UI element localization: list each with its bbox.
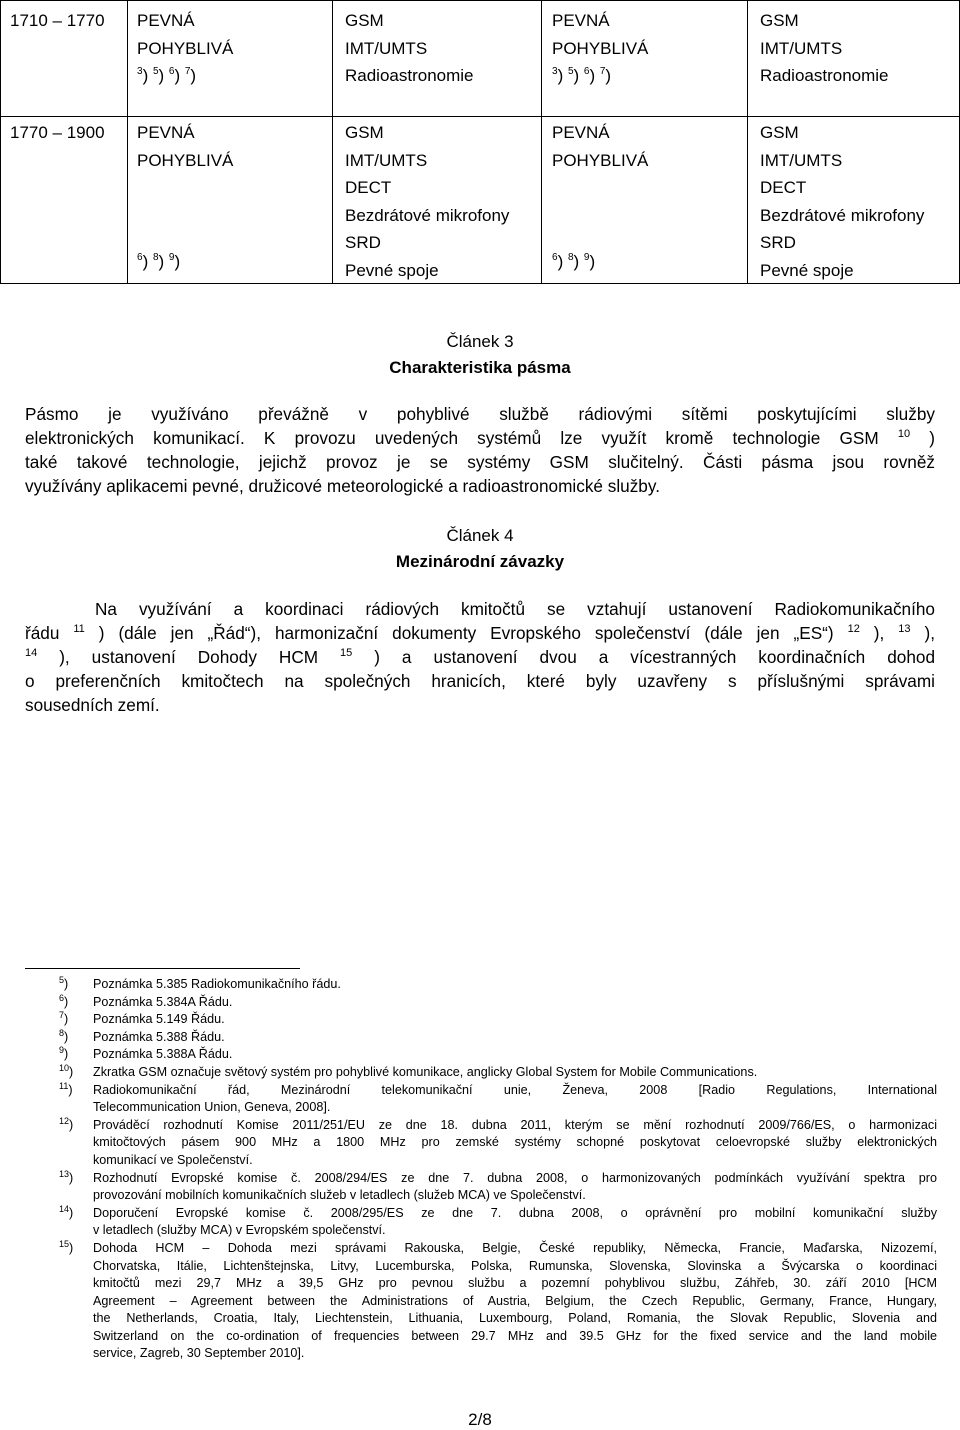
footnote-item bbox=[25, 1011, 937, 1029]
paragraph-line: využívány aplikacemi pevné, družicové meteorologické a radioastronomické služby. bbox=[25, 476, 660, 496]
footnote-item bbox=[25, 1205, 937, 1240]
article-3-heading: Článek 3 bbox=[446, 332, 514, 351]
footnote-item bbox=[25, 1046, 937, 1064]
footnote-item bbox=[25, 1082, 937, 1117]
footnote-item bbox=[25, 1170, 937, 1205]
allocation-cell: PEVNÁ POHYBLIVÁ $^3$) $^5$) $^6$) $^7$) bbox=[552, 7, 648, 90]
article-4-heading: Článek 4 bbox=[446, 526, 514, 545]
footnote-text-line: Telecommunication Union, Geneva, 2008]. bbox=[93, 1100, 331, 1115]
footnote-ref-number: 14 bbox=[25, 647, 38, 659]
footnote-item bbox=[25, 994, 937, 1012]
footnote-ref-number: 5 bbox=[567, 66, 574, 77]
footnote-references: $^6$) $^8$) $^9$) bbox=[552, 252, 596, 271]
footnote-number: $^5$) bbox=[59, 975, 69, 991]
footnote-number: $^{10}$) bbox=[59, 1062, 74, 1079]
footnote-ref-number: 3 bbox=[137, 66, 143, 77]
footnote-ref-number: 7 bbox=[599, 66, 606, 77]
footnote-number: $^{15}$) bbox=[59, 1238, 74, 1255]
footnote-text-line: Poznámka 5.384A Řádu. bbox=[93, 994, 233, 1009]
footnote-item bbox=[25, 1029, 937, 1047]
footnote-number: $^9$) bbox=[59, 1045, 69, 1062]
footnote-number: $^{11}$) bbox=[59, 1080, 73, 1097]
footnote-separator bbox=[25, 968, 300, 969]
band-range-cell: 1710 – 1770 bbox=[10, 11, 105, 30]
footnote-text-line: Doporučení Evropské komise č. 2008/295/ES ze dne 7. dubna 2008, o oprávnění pro mobilní komunikační služby bbox=[93, 1205, 937, 1220]
footnote-ref-number: 6 bbox=[583, 66, 590, 77]
footnote-references: $^3$) $^5$) $^6$) $^7$) bbox=[137, 66, 197, 85]
page-number: 2/8 bbox=[468, 1410, 492, 1429]
footnote-text-line: Poznámka 5.388A Řádu. bbox=[93, 1047, 233, 1062]
footnote-ref-number: 12 bbox=[847, 623, 860, 635]
table-column-divider bbox=[747, 1, 748, 283]
footnote-ref-number: 15 bbox=[340, 647, 353, 659]
footnote-text-line: Switzerland on the co-ordination of frequencies between 29.7 MHz and 39.5 GHz for the fixed service and the land mobile bbox=[93, 1328, 937, 1343]
footnote-ref-number: 9 bbox=[583, 252, 590, 263]
footnote-ref-number: 3 bbox=[552, 66, 558, 77]
footnote-text-line: Poznámka 5.388 Řádu. bbox=[93, 1029, 225, 1044]
footnote-text-line: Poznámka 5.385 Radiokomunikačního řádu. bbox=[93, 977, 341, 991]
footnote-ref-number: 10 bbox=[897, 428, 911, 440]
footnote-ref-number: 6 bbox=[552, 252, 558, 263]
footnote-text-line: Prováděcí rozhodnutí Komise 2011/251/EU ze dne 18. dubna 2011, kterým se mění rozhodnutí 2009/766/ES, o harmonizaci bbox=[93, 1117, 937, 1132]
paragraph-line: $^{14}$ ), ustanovení Dohody HCM $^{15}$ ) a ustanovení dvou a vícestranných koordinačních dohod bbox=[25, 647, 935, 667]
footnote-ref-number: 13 bbox=[898, 623, 911, 635]
footnote-item bbox=[25, 1240, 937, 1363]
paragraph-line: také takové technologie, jejichž provoz je se systémy GSM slučitelný. Části pásma jsou rovněž bbox=[25, 452, 935, 472]
paragraph-line: sousedních zemí. bbox=[25, 695, 160, 715]
footnote-references: $^6$) $^8$) $^9$) bbox=[137, 252, 181, 271]
footnote-ref-number: 11 bbox=[73, 623, 85, 635]
footnote-ref-number: 6 bbox=[168, 66, 175, 77]
footnote-ref-number: 8 bbox=[567, 252, 574, 263]
application-cell: GSM IMT/UMTS Radioastronomie bbox=[345, 11, 474, 85]
footnote-text-line: the Netherlands, Croatia, Italy, Liechtenstein, Lithuania, Luxembourg, Poland, Romania, the Slovak Republic, Slovenia and bbox=[93, 1311, 937, 1326]
footnote-number: $^{13}$) bbox=[59, 1168, 74, 1185]
table-column-divider bbox=[127, 1, 128, 283]
footnote-ref-number: 6 bbox=[137, 252, 143, 263]
footnote-text-line: Dohoda HCM – Dohoda mezi správami Rakouska, Belgie, České republiky, Německa, Francie, Maďarska, Nizozemí, bbox=[93, 1240, 937, 1255]
footnote-number: $^{12}$) bbox=[59, 1115, 74, 1132]
paragraph-line: Na využívání a koordinaci rádiových kmitočtů se vztahují ustanovení Radiokomunikačního bbox=[95, 599, 935, 619]
paragraph-line: Pásmo je využíváno převážně v pohyblivé službě rádiovými sítěmi poskytujícími služby bbox=[25, 404, 935, 424]
application-cell: GSM IMT/UMTS DECT Bezdrátové mikrofony SRD Pevné spoje bbox=[345, 123, 510, 280]
footnote-text-line: kmitočtů mezi 29,7 MHz a 39,5 GHz pro pevnou službu a pozemní pohyblivou službu, Záhřeb, 30. září 2010 [HCM bbox=[93, 1276, 937, 1291]
article-4-paragraph bbox=[25, 597, 935, 717]
footnote-number: $^{14}$) bbox=[59, 1203, 74, 1220]
footnote-ref-number: 8 bbox=[152, 252, 159, 263]
application-cell: GSM IMT/UMTS DECT Bezdrátové mikrofony SRD Pevné spoje bbox=[760, 123, 925, 280]
table-column-divider bbox=[332, 1, 333, 283]
article-3-paragraph bbox=[25, 402, 935, 498]
footnote-item bbox=[25, 1117, 937, 1170]
paragraph-line: o preferenčních kmitočtech na společných hranicích, které byly uzavřeny s příslušnými správami bbox=[25, 671, 935, 691]
frequency-allocation-table bbox=[0, 0, 960, 284]
footnote-ref-number: 5 bbox=[152, 66, 159, 77]
footnote-text-line: Poznámka 5.149 Řádu. bbox=[93, 1012, 225, 1027]
paragraph-line: řádu $^{11}$ ) (dále jen „Řád“), harmonizační dokumenty Evropského společenství (dále jen „ES“) $^{12}$ ), $^{13}$ ), bbox=[25, 623, 935, 643]
allocation-cell-footnotes bbox=[552, 252, 596, 276]
footnote-ref-number: 9 bbox=[168, 252, 175, 263]
footnote-ref-number: 7 bbox=[184, 66, 191, 77]
footnote-text-line: Agreement – Agreement between the Administrations of Austria, Belgium, the Czech Republic, Germany, France, Hungary, bbox=[93, 1293, 937, 1308]
footnote-references: $^3$) $^5$) $^6$) $^7$) bbox=[552, 66, 612, 85]
band-range-cell: 1770 – 1900 bbox=[10, 123, 105, 142]
footnote-text-line: komunikací ve Společenství. bbox=[93, 1152, 253, 1167]
article-3-title: Charakteristika pásma bbox=[389, 358, 571, 377]
footnote-text-line: Zkratka GSM označuje světový systém pro pohyblivé komunikace, anglicky Global System for Mobile Communications. bbox=[93, 1064, 758, 1079]
footnote-text-line: Radiokomunikační řád, Mezinárodní telekomunikační unie, Ženeva, 2008 [Radio Regulations, International bbox=[93, 1082, 937, 1097]
allocation-cell: PEVNÁ POHYBLIVÁ bbox=[137, 123, 234, 170]
footnotes-list bbox=[25, 976, 937, 1363]
paragraph-line: elektronických komunikací. K provozu uvedených systémů lze využít kromě technologie GSM $^{10}$ ) bbox=[25, 428, 935, 448]
allocation-cell: PEVNÁ POHYBLIVÁ bbox=[552, 123, 649, 170]
application-cell: GSM IMT/UMTS Radioastronomie bbox=[760, 11, 889, 85]
article-4-title: Mezinárodní závazky bbox=[395, 552, 565, 571]
footnote-text-line: v letadlech (služby MCA) v Evropském společenství. bbox=[93, 1223, 386, 1238]
table-row-divider bbox=[1, 116, 959, 117]
footnote-item bbox=[25, 976, 937, 994]
footnote-text-line: Chorvatska, Itálie, Lichtenštejnska, Litvy, Lucemburska, Polska, Rumunska, Slovenska, Slovinska a Švýcarska o koordinaci bbox=[93, 1258, 937, 1273]
footnote-item bbox=[25, 1064, 937, 1082]
allocation-cell: PEVNÁ POHYBLIVÁ $^3$) $^5$) $^6$) $^7$) bbox=[137, 7, 233, 90]
footnote-text-line: kmitočtových pásem 900 MHz a 1800 MHz pro zemské systémy schopné poskytovat celoevropské služby elektronických bbox=[93, 1135, 937, 1150]
allocation-cell-footnotes bbox=[137, 252, 181, 276]
footnote-number: $^7$) bbox=[59, 1010, 69, 1027]
footnote-text-line: provozování mobilních komunikačních služeb v letadlech (služeb MCA) ve Společenství. bbox=[93, 1188, 586, 1203]
footnote-number: $^6$) bbox=[59, 992, 69, 1009]
footnote-number: $^8$) bbox=[59, 1027, 69, 1044]
table-column-divider bbox=[541, 1, 542, 283]
footnote-text-line: service, Zagreb, 30 September 2010]. bbox=[93, 1346, 305, 1361]
footnote-text-line: Rozhodnutí Evropské komise č. 2008/294/ES ze dne 7. dubna 2008, o harmonizovaných podmínkách využívání spektra pro bbox=[93, 1170, 937, 1185]
